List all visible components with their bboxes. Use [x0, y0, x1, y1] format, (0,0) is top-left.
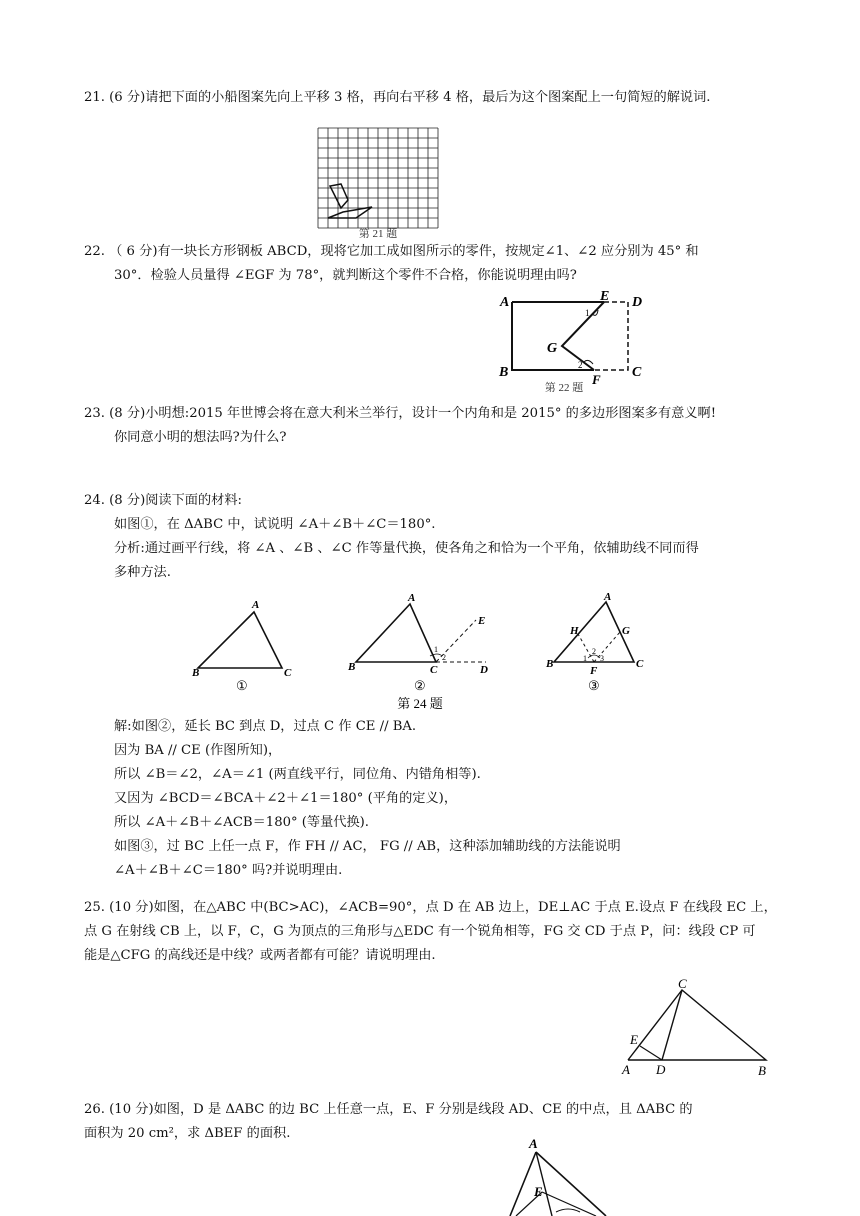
fig25-A: A — [622, 1062, 630, 1077]
solution-line4: 又因为 ∠BCD＝∠BCA＋∠2＋∠1＝180° (平角的定义)， — [114, 791, 458, 806]
fig3-C: C — [636, 658, 644, 670]
fig1-caption: ① — [236, 678, 248, 693]
figure-21-caption: 第 21 题 — [358, 228, 398, 238]
label-C: C — [632, 365, 642, 380]
fig26-A: A — [529, 1136, 538, 1151]
label-D: D — [632, 295, 643, 310]
question-23-line1: 23. (8 分)小明想:2015 年世博会将在意大利米兰举行，设计一个内角和是 2015° 的多边形图案多有意义啊! — [84, 406, 717, 421]
angle-2-label: 2 — [578, 360, 583, 370]
question-25 — [84, 896, 790, 968]
label-F: F — [592, 372, 601, 387]
fig26-E: E — [534, 1184, 543, 1199]
boat-hull — [328, 207, 372, 218]
fig2-B: B — [348, 661, 356, 673]
solution-line3: 所以 ∠B＝∠2，∠A＝∠1 (两直线平行，同位角、内错角相等). — [114, 767, 481, 782]
solution-line1: 解:如图②，延长 BC 到点 D，过点 C 作 CE // BA. — [114, 719, 417, 734]
figure-25-triangle — [616, 976, 776, 1080]
question-24-line4: 多种方法. — [114, 565, 171, 580]
question-23 — [84, 402, 790, 450]
fig3-H: H — [570, 625, 579, 637]
question-21 — [84, 86, 790, 110]
fig3-B: B — [546, 658, 554, 670]
question-26-line1: 26. (10 分)如图，D 是 ΔABC 的边 BC 上任意一点，E、F 分别是线段 AD、CE 的中点，且 ΔABC 的 — [84, 1102, 693, 1117]
label-B: B — [499, 365, 509, 380]
angle-1-label: 1 — [585, 308, 590, 318]
fig2-angle1: 1 — [434, 645, 438, 654]
solution-line6: 如图③，过 BC 上任一点 F，作 FH // AC， FG // AB，这种添加辅助线的方法能说明 — [114, 839, 621, 854]
question-22 — [84, 240, 790, 288]
label-G: G — [547, 341, 558, 356]
question-24 — [84, 489, 790, 585]
figure-24-caption: 第 24 题 — [397, 696, 443, 711]
question-26 — [84, 1098, 790, 1146]
fig3-angle1: 1 — [583, 654, 587, 663]
figure-22-caption: 第 22 题 — [544, 382, 584, 392]
fig1-B: B — [192, 667, 200, 679]
question-22-line2: 30°．检验人员量得 ∠EGF 为 78°，就判断这个零件不合格，你能说明理由吗? — [114, 268, 577, 283]
steel-plate-figure — [494, 288, 654, 392]
fig2-A: A — [408, 592, 416, 604]
figure-26-triangle — [496, 1134, 626, 1216]
question-21-text: 21. (6 分)请把下面的小船图案先向上平移 3 格，再向右平移 4 格，最后为这个图案配上一句简短的解说词. — [84, 90, 711, 105]
question-24-line3: 分析:通过画平行线，将 ∠A 、∠B 、∠C 作等量代换，使各角之和恰为一个平角，依辅助线不同而得 — [114, 541, 699, 556]
fig2-E: E — [478, 615, 486, 627]
fig3-caption: ③ — [588, 678, 600, 693]
fig3-angle3: 3 — [600, 654, 604, 663]
question-24-line2: 如图①，在 ΔABC 中，试说明 ∠A＋∠B＋∠C＝180°. — [114, 517, 436, 532]
solution-line5: 所以 ∠A＋∠B＋∠ACB＝180° (等量代换). — [114, 815, 369, 830]
fig3-G: G — [622, 625, 630, 637]
label-A: A — [500, 295, 510, 310]
fig3-angle2: 2 — [592, 647, 596, 656]
fig3-F: F — [590, 665, 598, 677]
question-24-title: 24. (8 分)阅读下面的材料: — [84, 493, 242, 508]
boat-grid-figure — [316, 126, 441, 238]
question-26-line2: 面积为 20 cm²，求 ΔBEF 的面积. — [84, 1126, 291, 1141]
fig2-C: C — [430, 664, 438, 676]
question-25-line3: 能是△CFG 的高线还是中线？或两者都有可能？请说明理由. — [84, 948, 436, 963]
fig2-D: D — [480, 664, 488, 676]
fig3-A: A — [604, 591, 612, 603]
question-25-line2: 点 G 在射线 CB 上，以 F，C，G 为顶点的三角形与△EDC 有一个锐角相等，FG 交 CD 于点 P，问：线段 CP 可 — [84, 924, 756, 939]
fig25-D: D — [656, 1062, 666, 1077]
solution-line2: 因为 BA // CE (作图所知)， — [114, 743, 282, 758]
question-22-line1: 22. （ 6 分)有一块长方形钢板 ABCD，现将它加工成如图所示的零件，按规定∠1、∠2 应分别为 45° 和 — [84, 244, 699, 259]
fig2-caption: ② — [414, 678, 426, 693]
solution-line7: ∠A＋∠B＋∠C＝180° 吗?并说明理由. — [114, 863, 343, 878]
fig25-B: B — [758, 1063, 766, 1078]
fig1-C: C — [284, 667, 292, 679]
question-25-line1: 25. (10 分)如图，在△ABC 中(BC>AC)，∠ACB=90°，点 D 在 AB 边上，DE⊥AC 于点 E.设点 F 在线段 EC 上， — [84, 900, 777, 915]
fig1-A: A — [252, 599, 260, 611]
figure-24-triangles — [180, 590, 660, 714]
question-23-line2: 你同意小明的想法吗?为什么? — [114, 430, 287, 445]
label-E: E — [600, 289, 610, 304]
fig25-C: C — [678, 976, 687, 991]
fig25-E: E — [630, 1032, 638, 1047]
fig2-angle2: 2 — [442, 653, 446, 662]
question-24-solution — [84, 715, 790, 883]
